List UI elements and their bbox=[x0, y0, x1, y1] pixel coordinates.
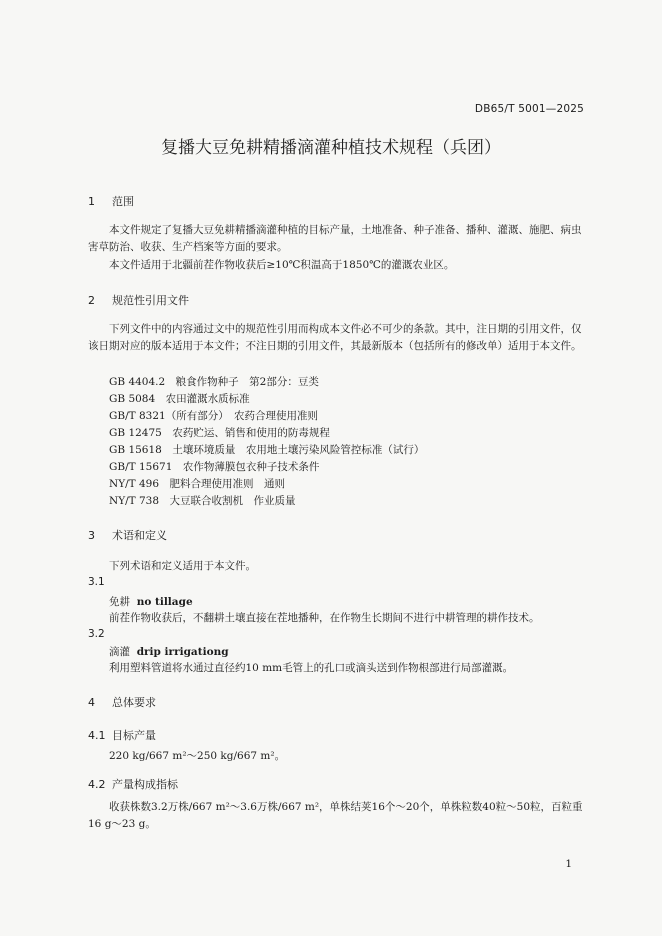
section-number: 1 bbox=[88, 195, 95, 208]
section-title: 总体要求 bbox=[112, 696, 156, 709]
section-title: 术语和定义 bbox=[112, 529, 167, 542]
reference-item: NY/T 738 大豆联合收割机 作业质量 bbox=[109, 495, 296, 507]
section-1-heading bbox=[88, 193, 134, 209]
term-chinese: 滴灌 bbox=[109, 646, 130, 658]
section-title: 范围 bbox=[112, 195, 134, 208]
subsection-4-2-heading bbox=[88, 776, 178, 792]
subsection-4-1-heading bbox=[88, 727, 156, 743]
term-number: 3.2 bbox=[88, 628, 105, 640]
section-4-heading bbox=[88, 694, 156, 710]
term-drip-irrigation bbox=[109, 644, 229, 659]
reference-item: GB 15618 土壤环境质量 农用地土壤污染风险管控标准（试行） bbox=[109, 444, 425, 456]
section-title: 产量构成指标 bbox=[112, 778, 178, 791]
reference-item: GB/T 8321（所有部分） 农药合理使用准则 bbox=[109, 410, 318, 422]
yield-components-paragraph: 收获株数3.2万株/667 m²～3.6万株/667 m²，单株结荚16个～20个，单株粒数40粒～50粒，百粒重16 g～23 g。 bbox=[88, 801, 583, 830]
section-title: 目标产量 bbox=[112, 729, 156, 742]
term-number: 3.1 bbox=[88, 576, 105, 588]
reference-item: GB 4404.2 粮食作物种子 第2部分：豆类 bbox=[109, 376, 319, 388]
section-2-heading bbox=[88, 292, 189, 308]
section-number: 4.1 bbox=[88, 729, 106, 742]
term-english: drip irrigationg bbox=[136, 646, 229, 658]
reference-item: GB 12475 农药贮运、销售和使用的防毒规程 bbox=[109, 427, 330, 439]
term-definition: 前茬作物收获后，不翻耕土壤直接在茬地播种，在作物生长期间不进行中耕管理的耕作技术。 bbox=[109, 612, 540, 624]
term-chinese: 免耕 bbox=[109, 596, 130, 608]
reference-item: NY/T 496 肥料合理使用准则 通则 bbox=[109, 478, 286, 490]
target-yield-text: 220 kg/667 m²～250 kg/667 m²。 bbox=[109, 750, 286, 762]
reference-item: GB 5084 农田灌溉水质标准 bbox=[109, 393, 250, 405]
scope-paragraph-2: 本文件适用于北疆前茬作物收获后≥10℃积温高于1850℃的灌溉农业区。 bbox=[109, 259, 455, 271]
term-english: no tillage bbox=[136, 596, 193, 608]
term-definition: 利用塑料管道将水通过直径约10 mm毛管上的孔口或滴头送到作物根部进行局部灌溉。 bbox=[109, 662, 514, 674]
normative-intro-paragraph: 下列文件中的内容通过文中的规范性引用而构成本文件必不可少的条款。其中，注日期的引用文件，仅该日期对应的版本适用于本文件；不注日期的引用文件，其最新版本（包括所有的修改单）适用于本文件。 bbox=[88, 323, 582, 352]
section-number: 2 bbox=[88, 294, 95, 307]
section-number: 4 bbox=[88, 696, 95, 709]
scope-paragraph-1: 本文件规定了复播大豆免耕精播滴灌种植的目标产量，土地准备、种子准备、播种、灌溉、施肥、病虫害草防治、收获、生产档案等方面的要求。 bbox=[88, 224, 582, 253]
page-number: 1 bbox=[565, 858, 572, 870]
section-title: 规范性引用文件 bbox=[112, 294, 189, 307]
term-no-tillage bbox=[109, 594, 193, 609]
section-number: 3 bbox=[88, 529, 95, 542]
section-number: 4.2 bbox=[88, 778, 106, 791]
document-title: 复播大豆免耕精播滴灌种植技术规程（兵团） bbox=[161, 138, 501, 158]
section-3-heading bbox=[88, 527, 167, 543]
reference-item: GB/T 15671 农作物薄膜包衣种子技术条件 bbox=[109, 461, 320, 473]
document-code: DB65/T 5001—2025 bbox=[474, 103, 584, 115]
terms-intro: 下列术语和定义适用于本文件。 bbox=[109, 560, 256, 572]
